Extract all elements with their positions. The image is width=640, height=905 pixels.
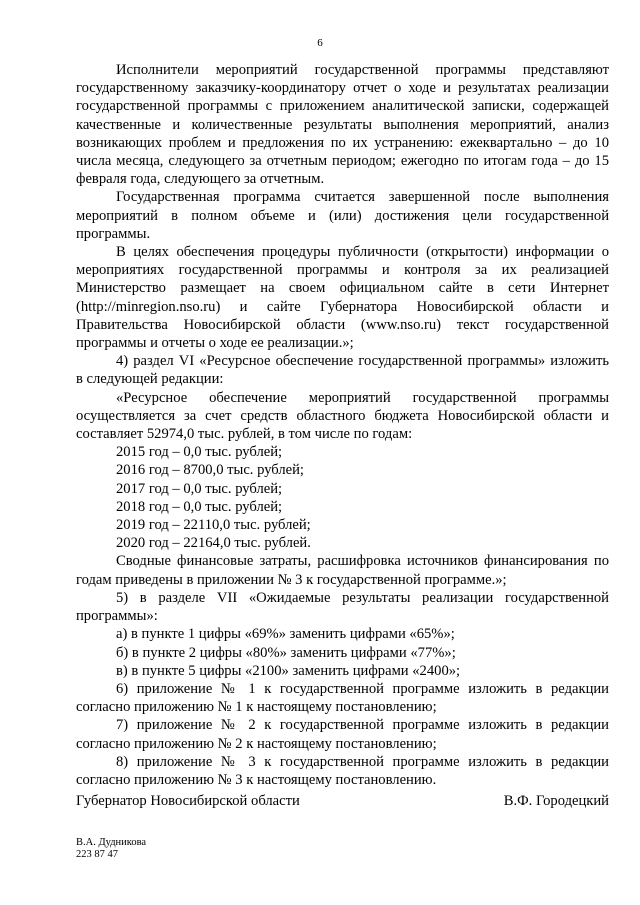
subitem-a: а) в пункте 1 цифры «69%» заменить цифрами «65%»; [116, 626, 455, 643]
signature-name: В.Ф. Городецкий [503, 793, 609, 809]
paragraph-item-8: 8) приложение № 3 к государственной программе изложить в редакции согласно приложению № 3 к настоящему постановлению. [76, 753, 609, 788]
document-body [76, 61, 609, 789]
paragraph-summary-costs: Сводные финансовые затраты, расшифровка источников финансирования по годам приведены в приложении № 3 к государственной программе.»; [76, 553, 609, 588]
signature-position: Губернатор Новосибирской области [76, 793, 300, 809]
subitem-v: в) в пункте 5 цифры «2100» заменить цифрами «2400»; [116, 662, 461, 679]
paragraph-item-4: 4) раздел VI «Ресурсное обеспечение государственной программы» изложить в следующей редакции: [76, 353, 609, 388]
paragraph-item-6: 6) приложение № 1 к государственной программе изложить в редакции согласно приложению № 1 к настоящему постановлению; [76, 680, 609, 716]
executor-footer [76, 837, 146, 861]
paragraph-resources: «Ресурсное обеспечение мероприятий государственной программы осуществляется за счет средств областного бюджета Новосибирской области и составляет 52974,0 тыс. рублей, в том числе по годам: [76, 389, 609, 443]
year-line-2016: 2016 год – 8700,0 тыс. рублей; [116, 462, 304, 479]
year-line-2018: 2018 год – 0,0 тыс. рублей; [116, 498, 283, 515]
year-line-2015: 2015 год – 0,0 тыс. рублей; [116, 444, 283, 461]
year-line-2020: 2020 год – 22164,0 тыс. рублей. [116, 535, 311, 552]
paragraph-publicity: В целях обеспечения процедуры публичности (открытости) информации о мероприятиях государственной программы и контроля за их реализацией Министерство размещает на своем официальном сайте в сети Интернет (http://minregion.nso.ru) и сайте Губернатора Новосибирской области и Правительства Новосибирской области (www.nso.ru) текст государственной программы и отчеты о ходе ее реализации.»; [76, 244, 609, 352]
paragraph-item-7: 7) приложение № 2 к государственной программе изложить в редакции согласно приложению № 2 к настоящему постановлению; [76, 717, 609, 752]
year-line-2019: 2019 год – 22110,0 тыс. рублей; [116, 517, 311, 534]
executor-name: В.А. Дудникова [76, 837, 147, 848]
subitem-b: б) в пункте 2 цифры «80%» заменить цифрами «77%»; [116, 644, 456, 661]
paragraph-item-5: 5) в разделе VII «Ожидаемые результаты реализации государственной программы»: [76, 589, 609, 625]
page-number: 6 [317, 37, 323, 49]
paragraph-reporting: Исполнители мероприятий государственной программы представляют государственному заказчику-координатору отчет о ходе и результатах реализации государственной программы с приложением аналитической записки, содержащей качественные и количественные результаты выполнения мероприятий, анализ возникающих проблем и предложения по их устранению: ежеквартально – до 10 числа месяца, следующего за отчетным периодом; ежегодно по итогам года – до 15 февраля года, следующего за отчетным. [76, 62, 609, 188]
executor-phone: 223 87 47 [76, 849, 118, 860]
paragraph-completion: Государственная программа считается завершенной после выполнения мероприятий в полном объеме и (или) достижения цели государственной программы. [76, 189, 609, 242]
year-line-2017: 2017 год – 0,0 тыс. рублей; [116, 480, 283, 497]
